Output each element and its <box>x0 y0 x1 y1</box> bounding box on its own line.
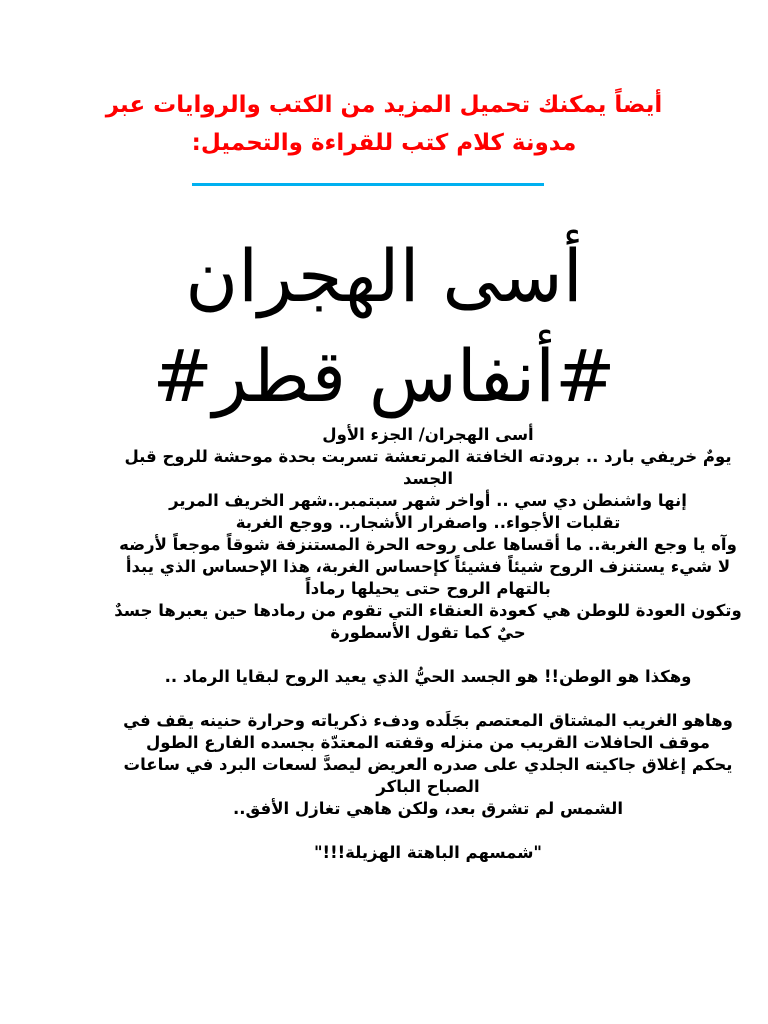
promo-line-2: مدونة كلام كتب للقراءة والتحميل: <box>191 130 577 156</box>
paragraph: وهاهو الغريب المشتاق المعتصم بجَلَده ودفء ذكرياته وحرارة حنينه يقف في موقف الحافلات القريب من منزله وقفته المعتدّة بجسده الفارع الطول <box>123 711 733 752</box>
paragraph: وتكون العودة للوطن هي كعودة العنقاء التي تقوم من رمادها حين يعبرها جسدٌ حيٌ كما تقول الأسطورة <box>114 601 742 642</box>
spacer <box>110 644 746 666</box>
story-text <box>110 424 746 864</box>
paragraph: إنها واشنطن دي سي .. أواخر شهر سبتمبر..شهر الخريف المرير <box>169 491 687 510</box>
book-title-line-2: #أنفاس قطر# <box>152 334 616 418</box>
chapter-heading: أسى الهجران/ الجزء الأول <box>322 425 534 444</box>
paragraph: تقلبات الأجواء.. واصفرار الأشجار.. ووجع الغربة <box>235 513 621 532</box>
paragraph: لا شيء يستنزف الروح شيئاً فشيئاً كإحساس الغربة، هذا الإحساس الذي يبدأ بالتهام الروح حتى يحيلها رماداً <box>125 557 731 598</box>
paragraph: وآه يا وجع الغربة.. ما أقساها على روحه الحرة المستنزفة شوقاً موجعاً لأرضه <box>119 535 737 554</box>
paragraph: "شمسهم الباهتة الهزيلة!!!" <box>313 843 543 862</box>
paragraph: الشمس لم تشرق بعد، ولكن هاهي تغازل الأفق.. <box>232 799 624 818</box>
promo-line-1: أيضاً يمكنك تحميل المزيد من الكتب والروايات عبر <box>105 92 663 118</box>
book-title <box>40 226 728 426</box>
promo-notice <box>60 86 708 162</box>
book-title-line-1: أسى الهجران <box>185 234 583 318</box>
paragraph: وهكذا هو الوطن!! هو الجسد الحيُّ الذي يعيد الروح لبقايا الرماد .. <box>164 667 692 686</box>
paragraph: يومٌ خريفي بارد .. برودته الخافتة المرتعشة تسربت بحدة موحشة للروح قبل الجسد <box>124 447 732 488</box>
paragraph: يحكم إغلاق جاكيته الجلدي على صدره العريض ليصدَّ لسعات البرد في ساعات الصباح الباكر <box>123 755 733 796</box>
spacer <box>110 688 746 710</box>
spacer <box>110 820 746 842</box>
divider-line <box>192 183 544 186</box>
